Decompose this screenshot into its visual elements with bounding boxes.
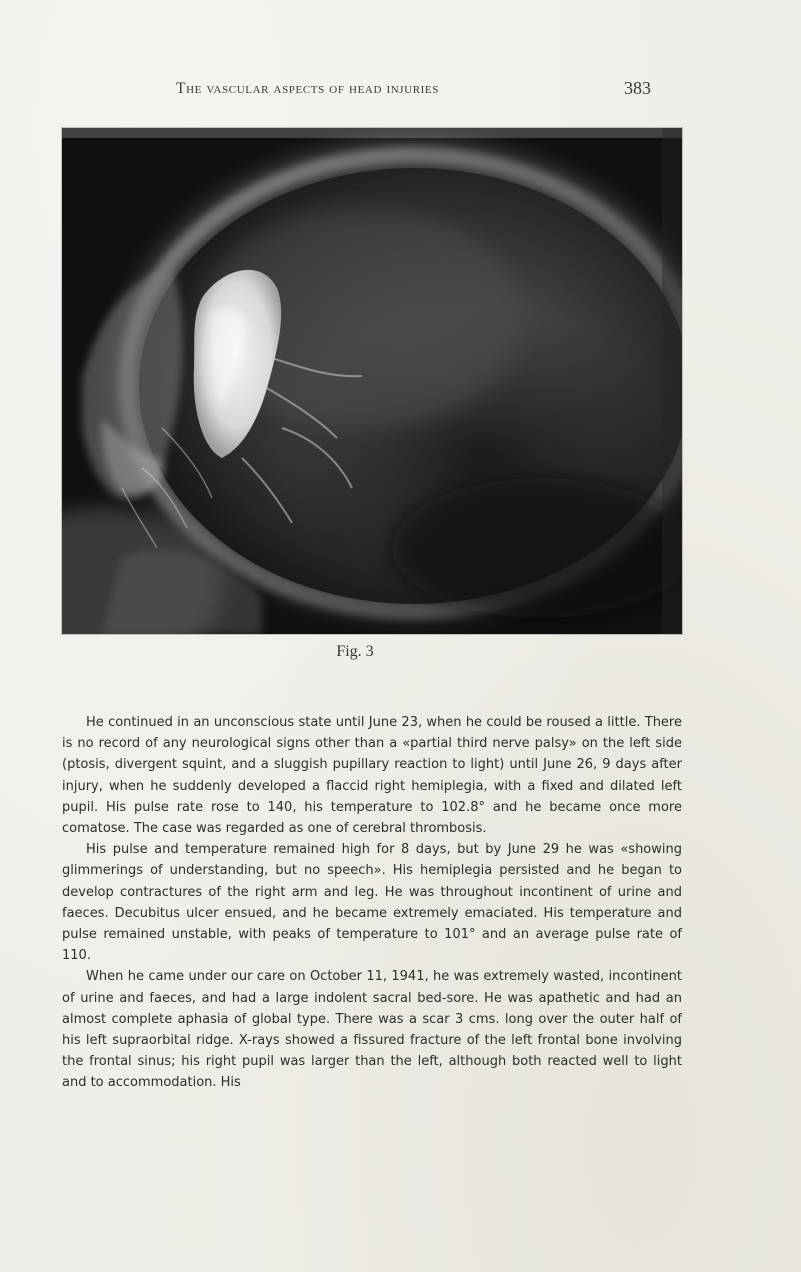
page-number: 383	[624, 78, 651, 98]
xray-figure	[62, 128, 682, 634]
paragraph: When he came under our care on October 11, 1941, he was extremely wasted, incontinent of urine and faeces, and had a large indolent sacral bed-sore. He was apathetic and had an almost complete aphasia of global type. There was a scar 3 cms. long over the outer half of his left supraorbital ridge. X-rays showed a fissured fracture of the left frontal bone involving the frontal sinus; his right pupil was larger than the left, although both reacted well to light and to accommodation. His	[62, 969, 682, 1091]
running-head: The vascular aspects of head injuries	[176, 80, 439, 97]
paragraph: His pulse and temperature remained high for 8 days, but by June 29 he was «showing glimmerings of understanding, but no speech». His hemiplegia persisted and he began to develop contractures of the right arm and leg. He was throughout incontinent of urine and faeces. Decubitus ulcer ensued, and he became extremely emaciated. His temperature and pulse remained unstable, with peaks of temperature to 101° and an average pulse rate of 110.	[62, 842, 682, 964]
paragraph: He continued in an unconscious state until June 23, when he could be roused a little. There is no record of any neurological signs other than a «partial third nerve palsy» on the left side (ptosis, divergent squint, and a sluggish pupillary reaction to light) until June 26, 9 days after injury, when he suddenly developed a flaccid right hemiplegia, with a fixed and dilated left pupil. His pulse rate rose to 140, his temperature to 102.8° and he became once more comatose. The case was regarded as one of cerebral thrombosis.	[62, 715, 682, 837]
xray-image	[62, 128, 682, 634]
figure-caption: Fig. 3	[336, 643, 374, 660]
body-text	[62, 712, 682, 1094]
